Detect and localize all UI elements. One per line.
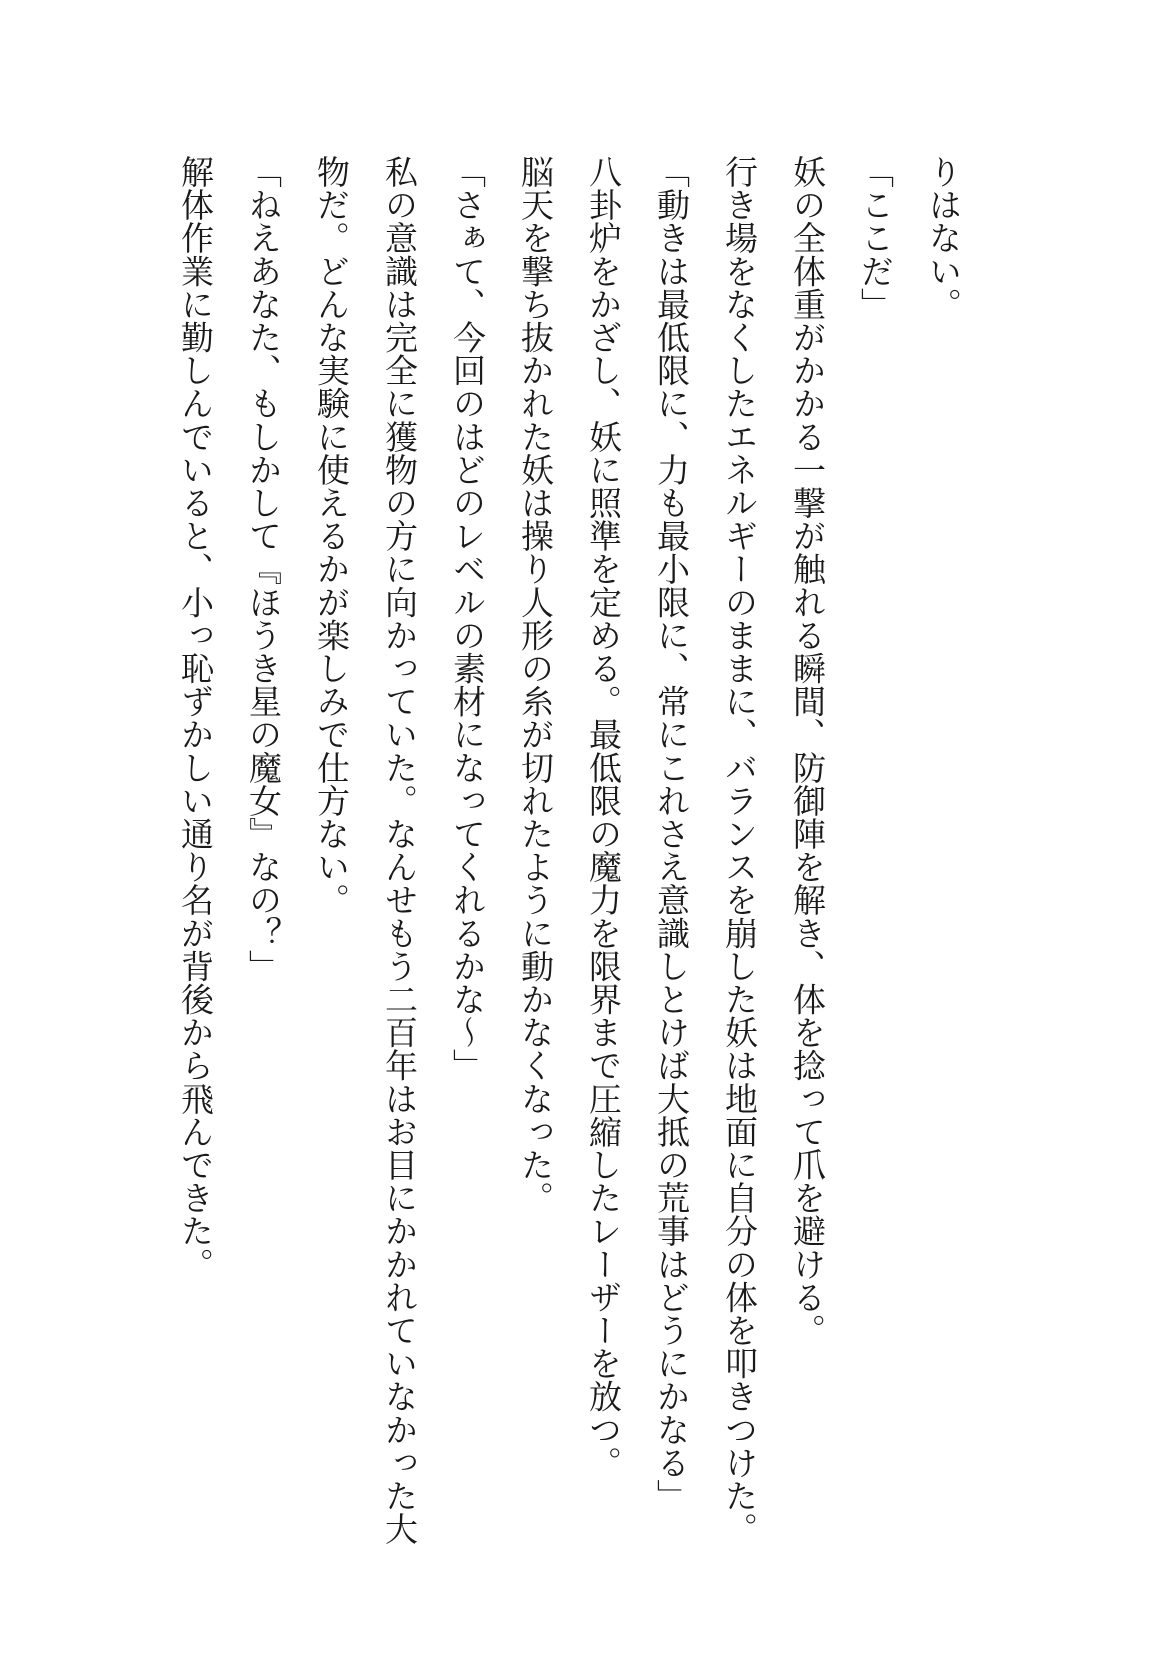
vertical-text-body [161, 155, 977, 1546]
text-line-12: 解体作業に勤しんでいると、小っ恥ずかしい通り名が背後から飛んできた。 [176, 155, 215, 1281]
text-line-6: 八卦炉をかざし、妖に照準を定める。最低限の魔力を限界まで圧縮したレーザーを放つ。 [584, 155, 623, 1479]
text-line-1: りはない。 [924, 155, 963, 321]
text-line-10: 物だ。どんな実験に使えるかが楽しみで仕方ない。 [312, 155, 351, 917]
text-line-8: 「さぁて、今回のはどのレベルの素材になってくれるかな〜」 [448, 155, 487, 1082]
text-line-5: 「動きは最低限に、力も最小限に、常にこれさえ意識しとけば大抵の荒事はどうにかなる」 [652, 155, 691, 1513]
text-line-2: 「ここだ」 [856, 155, 895, 321]
text-line-4: 行き場をなくしたエネルギーのままに、バランスを崩した妖は地面に自分の体を叩きつけた。 [720, 155, 759, 1546]
text-line-11: 「ねえあなた、もしかして『ほうき星の魔女』なの？」 [244, 155, 283, 983]
text-line-9: 私の意識は完全に獲物の方に向かっていた。なんせもう二百年はお目にかかれていなかった大 [380, 155, 419, 1546]
text-line-3: 妖の全体重がかかる一撃が触れる瞬間、防御陣を解き、体を捻って爪を避ける。 [788, 155, 827, 1347]
text-line-7: 脳天を撃ち抜かれた妖は操り人形の糸が切れたように動かなくなった。 [516, 155, 555, 1215]
